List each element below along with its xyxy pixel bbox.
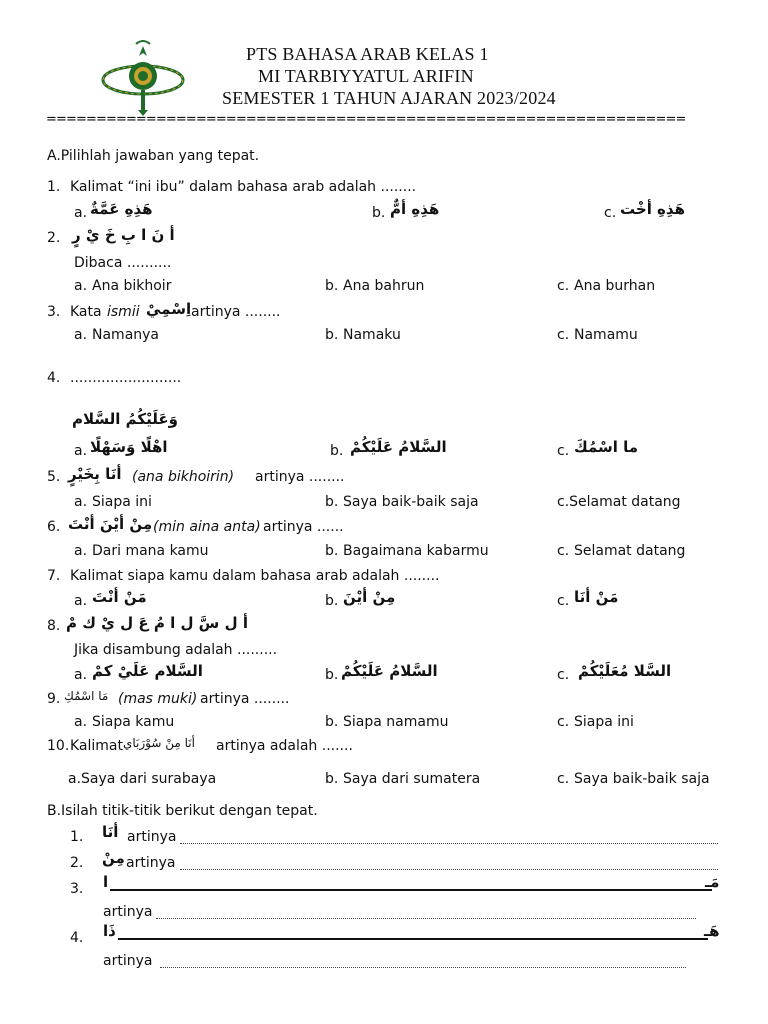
question-subtext: Dibaca .......... <box>74 255 172 271</box>
option-text: Namanya <box>92 327 160 343</box>
question-number: 7. <box>47 568 61 584</box>
question-number: 1. <box>47 179 61 195</box>
option-arabic: السَّلامُ عَلَيْكُمْ <box>350 438 447 456</box>
option-text: Ana burhan <box>574 278 656 294</box>
question-number: 4. <box>47 370 61 386</box>
question-arabic: أنَا مِنْ سُوْرَبَاي <box>123 736 195 750</box>
question-text: artinya ........ <box>200 691 290 707</box>
option-text: Saya dari sumatera <box>343 771 481 787</box>
question-arabic: أنَا بِخَيْرٍ <box>68 465 122 483</box>
question-arabic: مِنْ أيْنَ أنْتَ <box>68 515 153 533</box>
option-arabic: هَذِهِ أخْت <box>620 200 685 218</box>
item-arabic-right: هَـ <box>704 922 720 940</box>
option-label: b. <box>372 205 386 221</box>
option-label: c. <box>557 278 570 294</box>
option-label: a. <box>74 443 88 459</box>
option-text: Bagaimana kabarmu <box>343 543 489 559</box>
section-a-title: A.Pilihlah jawaban yang tepat. <box>47 148 260 164</box>
item-arabic: أنَا <box>102 823 119 841</box>
question-text: artinya ........ <box>191 304 281 320</box>
option-text: Namamu <box>574 327 638 343</box>
question-transliteration: (min aina anta) <box>153 519 261 535</box>
question-transliteration: ismii <box>107 304 140 320</box>
header-separator: ================================================================ <box>46 112 686 127</box>
option-text: Siapa ini <box>92 494 152 510</box>
question-text: Kalimat siapa kamu dalam bahasa arab adalah ........ <box>70 568 440 584</box>
answer-line[interactable] <box>180 843 718 844</box>
option-text: Ana bikhoir <box>92 278 172 294</box>
option-arabic: السَّلا مُعَلَيْكُمْ <box>578 662 672 680</box>
option-label: c. <box>557 714 570 730</box>
question-text: artinya adalah ....... <box>216 738 353 754</box>
option-arabic: ما اسْمُكَ <box>574 438 639 456</box>
question-number: 8. <box>47 618 61 634</box>
question-number: 2. <box>47 230 61 246</box>
question-transliteration: (mas muki) <box>118 691 198 707</box>
option-label: b. <box>325 543 339 559</box>
option-label: b. <box>325 667 339 683</box>
title-line-3: SEMESTER 1 TAHUN AJARAN 2023/2024 <box>222 88 556 108</box>
option-label: c. <box>557 593 570 609</box>
option-arabic: مِنْ أيْنَ <box>343 588 396 606</box>
option-label: a. <box>74 278 88 294</box>
option-arabic: مَنْ أنْتَ <box>92 588 147 606</box>
school-emblem-icon <box>98 36 188 116</box>
item-arabic-left: ا <box>103 873 109 891</box>
item-arabic-left: ذَا <box>103 922 116 940</box>
item-word: artinya <box>103 904 153 920</box>
item-word: artinya <box>126 855 176 871</box>
option-label: a. <box>74 327 88 343</box>
question-arabic: أ نَ ا بِ خَ يْ رٍ <box>72 226 175 244</box>
option-text: Dari mana kamu <box>92 543 209 559</box>
question-number: 9. <box>47 691 61 707</box>
option-text: Saya baik-baik saja <box>574 771 710 787</box>
option-label: c. <box>557 327 570 343</box>
answer-line[interactable] <box>180 869 718 870</box>
option-arabic: هَذِهِ عَمَّةٌ <box>90 200 153 218</box>
item-word: artinya <box>103 953 153 969</box>
option-text: Namaku <box>343 327 401 343</box>
option-label: b. <box>325 494 339 510</box>
title-line-1: PTS BAHASA ARAB KELAS 1 <box>246 44 489 64</box>
question-blank: ......................... <box>70 370 182 386</box>
item-arabic-right: مَـ <box>705 873 720 891</box>
connector-line <box>118 938 708 940</box>
question-text: artinya ........ <box>255 469 345 485</box>
option-label: b. <box>325 771 339 787</box>
option-label: a. <box>74 667 88 683</box>
option-arabic: اهْلًا وَسَهْلًا <box>90 438 168 456</box>
title-line-2: MI TARBIYYATUL ARIFIN <box>258 66 474 86</box>
option-text: a.Saya dari surabaya <box>68 771 217 787</box>
question-arabic: اِسْمِيْ <box>146 300 192 318</box>
question-number: 5. <box>47 469 61 485</box>
option-label: a. <box>74 593 88 609</box>
item-number: 3. <box>70 881 84 897</box>
option-label: c. <box>557 667 570 683</box>
option-text: Siapa namamu <box>343 714 449 730</box>
question-transliteration: (ana bikhoirin) <box>132 469 235 485</box>
option-text: Siapa ini <box>574 714 634 730</box>
question-text: Kata <box>70 304 102 320</box>
option-label: b. <box>330 443 344 459</box>
option-label: a. <box>74 714 88 730</box>
item-arabic: مِنْ <box>102 849 125 867</box>
option-arabic: السَّلام عَلَيْ كمْ <box>92 662 203 680</box>
question-text: artinya ...... <box>263 519 344 535</box>
question-text: Kalimat “ini ibu” dalam bahasa arab adalah ........ <box>70 179 417 195</box>
option-text: Selamat datang <box>574 543 686 559</box>
option-label: c. <box>604 205 617 221</box>
option-label: a. <box>74 205 88 221</box>
option-arabic: هَذِهِ أمٌّ <box>390 200 440 218</box>
option-label: c. <box>557 771 570 787</box>
option-label: c. <box>557 443 570 459</box>
option-label: a. <box>74 543 88 559</box>
question-number: 10. <box>47 738 70 754</box>
option-text: Siapa kamu <box>92 714 175 730</box>
item-number: 2. <box>70 855 84 871</box>
item-number: 4. <box>70 930 84 946</box>
question-subtext: Jika disambung adalah ......... <box>74 642 278 658</box>
question-number: 3. <box>47 304 61 320</box>
option-label: c. <box>557 543 570 559</box>
item-word: artinya <box>127 829 177 845</box>
option-text: Saya baik-baik saja <box>343 494 479 510</box>
option-text: c.Selamat datang <box>557 494 681 510</box>
answer-line[interactable] <box>156 918 696 919</box>
question-number: 6. <box>47 519 61 535</box>
option-label: b. <box>325 327 339 343</box>
item-number: 1. <box>70 829 84 845</box>
answer-line[interactable] <box>160 967 686 968</box>
option-label: a. <box>74 494 88 510</box>
question-text: Kalimat <box>70 738 123 754</box>
option-text: Ana bahrun <box>343 278 425 294</box>
option-arabic: السَّلامُ عَلَيْكُمْ <box>341 662 438 680</box>
connector-line <box>110 889 712 891</box>
question-arabic: أ ل سَّ ل ا مُ عَ ل يْ ك مْ <box>66 614 248 632</box>
question-arabic: مَا اسْمُكِ <box>64 689 109 703</box>
option-label: b. <box>325 278 339 294</box>
question-arabic: وَعَلَيْكُمُ السَّلام <box>72 410 178 428</box>
option-label: b. <box>325 714 339 730</box>
section-b-title: B.Isilah titik-titik berikut dengan tepat. <box>47 803 318 819</box>
option-arabic: مَنْ أنَا <box>574 588 619 606</box>
option-label: b. <box>325 593 339 609</box>
